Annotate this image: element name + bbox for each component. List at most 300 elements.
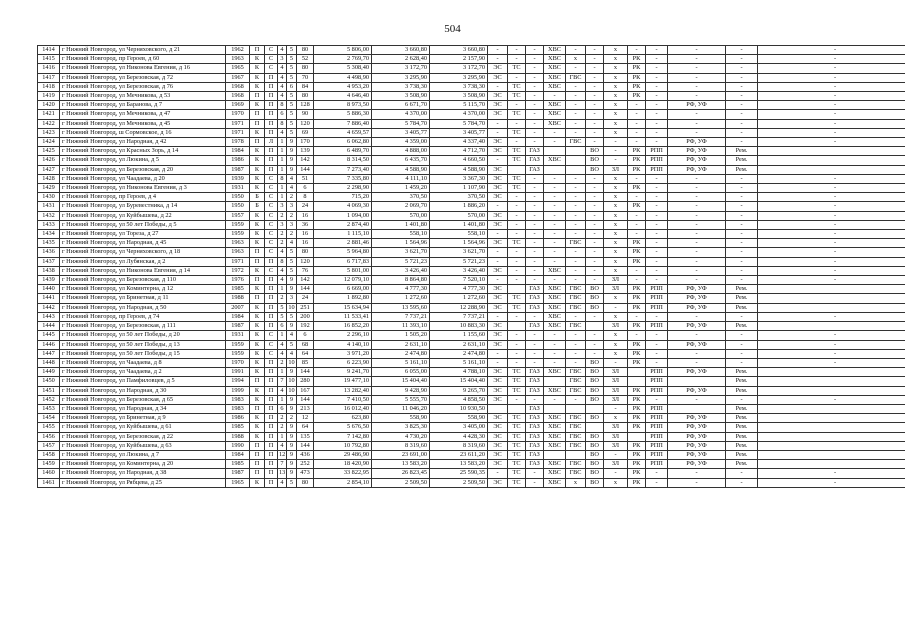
table-cell: ТС — [508, 92, 526, 101]
table-cell: ХВС — [544, 423, 566, 432]
table-cell — [758, 377, 905, 386]
table-cell: П — [265, 101, 278, 110]
table-cell: 23 691,00 — [372, 450, 430, 459]
table-cell: 3 426,40 — [372, 266, 430, 275]
table-cell: 1 094,00 — [314, 211, 372, 220]
table-cell: - — [586, 55, 604, 64]
table-cell: - — [646, 119, 668, 128]
table-cell: - — [526, 257, 544, 266]
table-cell: - — [586, 340, 604, 349]
table-cell: - — [544, 230, 566, 239]
address-cell: г Нижний Новгород, ул Народная, д 38 — [60, 469, 226, 478]
table-cell: 1 — [278, 285, 287, 294]
table-cell: 5 — [287, 110, 297, 119]
address-cell: г Нижний Новгород, ул Лубянская, д 2 — [60, 257, 226, 266]
table-cell: - — [668, 266, 726, 275]
table-cell: - — [544, 340, 566, 349]
table-cell: 8 864,80 — [372, 276, 430, 285]
table-cell: х — [566, 55, 586, 64]
table-cell: 2 628,40 — [372, 55, 430, 64]
table-cell: - — [526, 138, 544, 147]
table-cell: - — [758, 82, 905, 91]
table-cell: - — [526, 92, 544, 101]
table-cell: - — [544, 239, 566, 248]
table-cell: - — [628, 128, 646, 137]
table-cell: П — [250, 404, 265, 413]
address-cell: г Нижний Новгород, ул 50 лет Победы, д 20 — [60, 331, 226, 340]
table-cell: - — [726, 331, 758, 340]
table-cell: 5 115,70 — [430, 101, 488, 110]
table-cell: - — [646, 469, 668, 478]
table-cell: РПП — [646, 450, 668, 459]
table-cell: ГАЗ — [526, 460, 544, 469]
table-cell: 80 — [297, 92, 314, 101]
table-cell: П — [265, 82, 278, 91]
table-cell: ГВС — [566, 377, 586, 386]
table-cell — [508, 404, 526, 413]
table-cell: - — [566, 202, 586, 211]
table-cell: 4 370,00 — [430, 110, 488, 119]
table-cell: ВО — [586, 395, 604, 404]
table-cell: 128 — [297, 101, 314, 110]
table-cell: 4 337,40 — [430, 138, 488, 147]
table-cell: ЭС — [488, 110, 508, 119]
table-cell: 5 — [287, 64, 297, 73]
table-row — [38, 386, 905, 395]
table-cell: - — [586, 138, 604, 147]
table-cell: 4 — [278, 46, 287, 55]
row-number-cell: 1422 — [38, 119, 60, 128]
table-cell: - — [628, 138, 646, 147]
table-cell: РФ, УФ — [668, 322, 726, 331]
table-cell: Рем. — [726, 156, 758, 165]
table-cell: - — [646, 395, 668, 404]
table-cell: 5 886,30 — [314, 110, 372, 119]
address-cell: г Нижний Новгород, ул Березовская, д 110 — [60, 276, 226, 285]
table-cell: К — [250, 165, 265, 174]
table-cell: К — [250, 312, 265, 321]
row-number-cell: 1425 — [38, 147, 60, 156]
table-cell: ЗЛ — [604, 441, 628, 450]
table-row — [38, 165, 905, 174]
row-number-cell: 1424 — [38, 138, 60, 147]
address-cell: г Нижний Новгород, ул Коминтерна, д 20 — [60, 460, 226, 469]
table-cell: 5 161,10 — [430, 358, 488, 367]
table-cell: - — [566, 46, 586, 55]
table-cell: 2 631,10 — [372, 340, 430, 349]
table-cell: К — [250, 303, 265, 312]
table-cell: К — [250, 174, 265, 183]
table-cell: 4 140,10 — [314, 340, 372, 349]
table-cell: - — [646, 331, 668, 340]
table-cell: - — [646, 340, 668, 349]
table-cell: - — [586, 73, 604, 82]
table-cell: - — [508, 395, 526, 404]
table-cell: 200 — [297, 312, 314, 321]
table-cell: 3 — [278, 220, 287, 229]
table-row — [38, 266, 905, 275]
table-cell: 1959 — [226, 230, 250, 239]
table-cell: - — [758, 276, 905, 285]
address-cell: г Нижний Новгород, ул Никонова Евгения, д 3 — [60, 184, 226, 193]
table-cell: 1931 — [226, 331, 250, 340]
table-cell: 8 314,50 — [314, 156, 372, 165]
table-cell: РК — [628, 478, 646, 487]
table-cell: ЗЛ — [604, 285, 628, 294]
table-cell: РФ, УФ — [668, 414, 726, 423]
table-cell: РК — [628, 147, 646, 156]
table-cell: ХВС — [544, 55, 566, 64]
table-cell: - — [726, 64, 758, 73]
table-row — [38, 331, 905, 340]
table-cell: РПП — [646, 377, 668, 386]
table-cell: П — [250, 276, 265, 285]
table-cell: 4 — [287, 331, 297, 340]
table-row — [38, 349, 905, 358]
table-row — [38, 395, 905, 404]
row-number-cell: 1441 — [38, 294, 60, 303]
table-cell: х — [604, 414, 628, 423]
table-cell: ЭС — [488, 414, 508, 423]
table-cell: 5 — [287, 257, 297, 266]
table-cell: ЭС — [488, 266, 508, 275]
table-cell: ЭС — [488, 441, 508, 450]
table-cell — [544, 377, 566, 386]
table-cell: 1959 — [226, 220, 250, 229]
row-number-cell: 1460 — [38, 469, 60, 478]
address-cell: г Нижний Новгород, ул Люкина, д 5 — [60, 156, 226, 165]
table-cell: РФ, УФ — [668, 450, 726, 459]
table-cell: П — [265, 147, 278, 156]
table-cell: РК — [628, 294, 646, 303]
table-cell: 13 583,20 — [430, 460, 488, 469]
table-cell: ВО — [586, 460, 604, 469]
table-cell: 3 172,70 — [430, 64, 488, 73]
table-cell: 9 265,70 — [430, 386, 488, 395]
table-cell: 2 474,80 — [430, 349, 488, 358]
table-cell: 1971 — [226, 128, 250, 137]
table-cell: 3 621,70 — [372, 248, 430, 257]
table-cell: 2 296,10 — [314, 331, 372, 340]
table-cell: - — [726, 138, 758, 147]
row-number-cell: 1415 — [38, 55, 60, 64]
table-cell: Рем. — [726, 294, 758, 303]
table-cell: ЭС — [488, 423, 508, 432]
table-cell: ХВС — [544, 303, 566, 312]
table-row — [38, 257, 905, 266]
table-row — [38, 423, 905, 432]
table-cell: 1983 — [226, 404, 250, 413]
table-cell: 2 157,90 — [430, 55, 488, 64]
table-row — [38, 276, 905, 285]
table-cell: - — [508, 119, 526, 128]
table-cell — [668, 404, 726, 413]
address-cell: г Нижний Новгород, ул Баранова, д 7 — [60, 101, 226, 110]
table-cell: ГВС — [566, 368, 586, 377]
table-cell: 1 — [278, 432, 287, 441]
table-cell: 3 405,77 — [430, 128, 488, 137]
table-cell: К — [250, 386, 265, 395]
housing-register-table — [37, 45, 905, 488]
table-cell: 4 888,00 — [372, 147, 430, 156]
table-cell: - — [726, 248, 758, 257]
table-row — [38, 441, 905, 450]
table-cell: ЭС — [488, 239, 508, 248]
table-cell: ВО — [586, 294, 604, 303]
table-cell: 2 509,50 — [372, 478, 430, 487]
table-row — [38, 303, 905, 312]
table-cell: 3 172,70 — [372, 64, 430, 73]
table-cell: 1 115,10 — [314, 230, 372, 239]
table-cell: С — [265, 340, 278, 349]
table-cell: - — [488, 358, 508, 367]
table-cell: 1 272,60 — [372, 294, 430, 303]
table-cell: ХВС — [544, 312, 566, 321]
table-cell: - — [758, 55, 905, 64]
table-cell: 1985 — [226, 423, 250, 432]
table-cell: 3 825,30 — [372, 423, 430, 432]
table-cell: РК — [628, 239, 646, 248]
table-cell: - — [668, 46, 726, 55]
table-cell: РПП — [646, 294, 668, 303]
table-cell: - — [726, 55, 758, 64]
table-cell: - — [726, 358, 758, 367]
table-cell: 8 — [278, 174, 287, 183]
table-cell: - — [544, 248, 566, 257]
table-cell: - — [646, 239, 668, 248]
table-cell: 7 737,21 — [372, 312, 430, 321]
table-cell: 9 428,90 — [372, 386, 430, 395]
table-cell: - — [508, 340, 526, 349]
table-cell: 4 498,90 — [314, 73, 372, 82]
table-cell: 1984 — [226, 147, 250, 156]
table-cell: П — [265, 119, 278, 128]
table-cell: - — [758, 257, 905, 266]
table-cell: ВО — [586, 414, 604, 423]
table-cell: 3 508,90 — [372, 92, 430, 101]
table-cell: - — [488, 248, 508, 257]
table-cell — [628, 377, 646, 386]
table-cell: - — [646, 220, 668, 229]
table-cell: РПП — [646, 368, 668, 377]
address-cell: г Нижний Новгород, ул Черняховского, д 21 — [60, 46, 226, 55]
table-cell: - — [508, 211, 526, 220]
table-cell: - — [668, 469, 726, 478]
table-cell: - — [646, 110, 668, 119]
table-cell: ЭС — [488, 64, 508, 73]
table-cell: х — [604, 340, 628, 349]
table-cell: П — [265, 303, 278, 312]
table-cell: РФ, УФ — [668, 285, 726, 294]
table-row — [38, 211, 905, 220]
table-cell: х — [604, 230, 628, 239]
table-cell: - — [758, 184, 905, 193]
table-cell: 6 055,00 — [372, 368, 430, 377]
table-cell — [758, 441, 905, 450]
table-cell: 5 — [278, 303, 287, 312]
table-cell: 1988 — [226, 294, 250, 303]
table-cell: - — [544, 202, 566, 211]
table-cell: - — [586, 248, 604, 257]
table-cell: х — [604, 64, 628, 73]
table-cell: - — [526, 358, 544, 367]
table-cell: - — [668, 193, 726, 202]
table-cell: К — [250, 73, 265, 82]
row-number-cell: 1423 — [38, 128, 60, 137]
table-cell: П — [265, 450, 278, 459]
table-cell: - — [758, 266, 905, 275]
table-cell: - — [544, 211, 566, 220]
table-cell: ТС — [508, 82, 526, 91]
table-cell: 9 — [287, 395, 297, 404]
table-cell: ХВС — [544, 156, 566, 165]
row-number-cell: 1421 — [38, 110, 60, 119]
table-cell: РПП — [646, 285, 668, 294]
table-cell: - — [586, 211, 604, 220]
table-cell: С — [265, 211, 278, 220]
table-cell: ГВС — [566, 294, 586, 303]
table-cell: С — [265, 331, 278, 340]
table-cell: 1968 — [226, 82, 250, 91]
table-cell: П — [265, 358, 278, 367]
table-cell: 1931 — [226, 184, 250, 193]
table-cell: Рем. — [726, 303, 758, 312]
table-cell: ЗЛ — [604, 322, 628, 331]
table-cell: ГВС — [566, 460, 586, 469]
table-cell: - — [646, 138, 668, 147]
table-cell: ГВС — [566, 432, 586, 441]
table-cell: - — [508, 266, 526, 275]
table-cell: - — [508, 358, 526, 367]
table-row — [38, 147, 905, 156]
table-cell: - — [526, 82, 544, 91]
table-cell: х — [604, 266, 628, 275]
table-row — [38, 73, 905, 82]
table-cell: - — [544, 193, 566, 202]
table-cell: 12 — [279, 450, 286, 458]
table-cell: - — [668, 239, 726, 248]
table-cell: ЭС — [488, 138, 508, 147]
table-cell: Б — [250, 202, 265, 211]
table-cell: РК — [628, 156, 646, 165]
table-cell: 1 — [278, 147, 287, 156]
row-number-cell: 1447 — [38, 349, 60, 358]
table-cell: - — [508, 55, 526, 64]
table-cell: - — [566, 184, 586, 193]
address-cell: г Нижний Новгород, ул Куйбышева, д 61 — [60, 423, 226, 432]
row-number-cell: 1439 — [38, 276, 60, 285]
table-cell: - — [586, 331, 604, 340]
table-cell: К — [250, 64, 265, 73]
table-cell: 1 — [278, 368, 287, 377]
table-cell: 3 971,20 — [314, 349, 372, 358]
table-cell: ГАЗ — [526, 294, 544, 303]
table-cell: - — [526, 174, 544, 183]
table-cell: РК — [628, 322, 646, 331]
table-cell: ЭС — [488, 460, 508, 469]
table-row — [38, 377, 905, 386]
table-cell: РПП — [646, 386, 668, 395]
address-cell: г Нижний Новгород, ул Мечникова, д 45 — [60, 119, 226, 128]
table-cell: 36 — [297, 220, 314, 229]
table-cell: 10 792,80 — [314, 441, 372, 450]
table-cell: - — [526, 119, 544, 128]
table-cell: П — [265, 322, 278, 331]
table-cell: ГАЗ — [526, 450, 544, 459]
row-number-cell: 1459 — [38, 460, 60, 469]
table-cell: РК — [628, 340, 646, 349]
table-cell: 1971 — [226, 257, 250, 266]
table-cell: - — [668, 73, 726, 82]
table-cell: ГВС — [566, 423, 586, 432]
table-cell: - — [668, 128, 726, 137]
table-cell: ЭС — [488, 220, 508, 229]
table-cell: - — [488, 46, 508, 55]
table-cell: 12 079,10 — [314, 276, 372, 285]
row-number-cell: 1458 — [38, 450, 60, 459]
table-cell: 144 — [297, 368, 314, 377]
table-cell: - — [586, 257, 604, 266]
table-cell: - — [586, 128, 604, 137]
table-cell: 715,20 — [314, 193, 372, 202]
table-cell: П — [250, 469, 265, 478]
table-cell: ВО — [586, 285, 604, 294]
table-cell: 1983 — [226, 395, 250, 404]
table-cell: 16 — [297, 239, 314, 248]
table-cell: 7 335,80 — [314, 174, 372, 183]
table-cell: - — [566, 211, 586, 220]
table-cell: П — [265, 92, 278, 101]
table-cell: 192 — [297, 322, 314, 331]
table-row — [38, 322, 905, 331]
table-cell: - — [668, 220, 726, 229]
table-cell: К — [250, 211, 265, 220]
table-cell: 9 — [287, 423, 297, 432]
table-cell: - — [488, 469, 508, 478]
table-cell: - — [604, 450, 628, 459]
table-cell: - — [566, 82, 586, 91]
row-number-cell: 1414 — [38, 46, 60, 55]
table-cell: 6 223,90 — [314, 358, 372, 367]
table-cell: 1987 — [226, 469, 250, 478]
table-row — [38, 248, 905, 257]
table-cell: ГВС — [566, 322, 586, 331]
table-cell: 7 142,80 — [314, 432, 372, 441]
table-cell: К — [250, 349, 265, 358]
table-cell: 1 — [278, 165, 287, 174]
table-cell: 9 — [287, 285, 297, 294]
table-cell: С — [265, 184, 278, 193]
table-cell: 558,90 — [430, 414, 488, 423]
table-cell: 15 404,40 — [430, 377, 488, 386]
table-cell: РК — [628, 285, 646, 294]
table-cell: К — [250, 358, 265, 367]
table-row — [38, 340, 905, 349]
address-cell: г Нижний Новгород, ул Народная, д 30 — [60, 386, 226, 395]
table-cell: - — [628, 220, 646, 229]
table-cell: ТС — [508, 377, 526, 386]
table-cell: - — [668, 82, 726, 91]
table-cell: П — [250, 110, 265, 119]
table-cell: 1 564,96 — [372, 239, 430, 248]
table-cell: - — [544, 358, 566, 367]
table-cell — [508, 165, 526, 174]
address-cell: г Нижний Новгород, ул Народная, д 42 — [60, 138, 226, 147]
table-cell: - — [508, 101, 526, 110]
table-cell: 2 — [287, 414, 297, 423]
table-cell: 5 721,23 — [372, 257, 430, 266]
table-cell: - — [488, 349, 508, 358]
